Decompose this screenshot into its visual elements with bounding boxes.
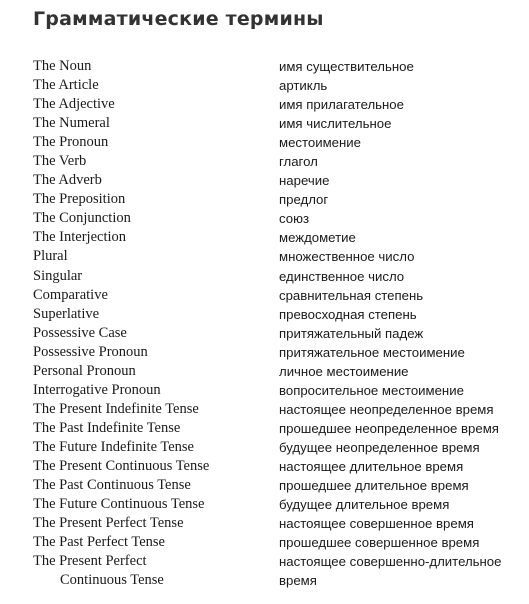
terms-table [0,57,529,590]
russian-translation: артикль [279,78,328,94]
english-term: Personal Pronoun [33,362,136,379]
russian-translation: будущее неопределенное время [279,439,480,455]
russian-translation: множественное число [279,249,415,265]
russian-translation: прошедшее совершенное время [279,535,480,551]
english-term: The Conjunction [33,210,131,227]
russian-translation: междометие [279,230,356,246]
russian-translation: имя числительное [279,116,392,132]
russian-translation: прошедшее длительное время [279,478,469,494]
term-row [0,171,529,190]
english-term: Singular [33,267,83,284]
russian-translation: предлог [279,192,329,208]
english-term: The Preposition [33,191,126,208]
term-row [0,343,529,362]
russian-translation: прошедшее неопределенное время [279,420,499,436]
russian-translation: притяжательный падеж [279,325,424,341]
term-row [0,57,529,76]
term-row [0,438,529,457]
term-row [0,419,529,438]
page-title: Грамматические термины [33,8,324,30]
term-row [0,209,529,228]
russian-translation: настоящее совершенное время [279,516,474,532]
russian-translation: сравнительная степень [279,287,424,303]
english-term: The Present Indefinite Tense [33,400,199,417]
english-term: The Present Perfect Tense [33,515,184,532]
english-term: The Past Indefinite Tense [33,419,181,436]
russian-translation: имя прилагательное [279,97,404,113]
english-term: The Article [33,77,99,94]
term-row [0,76,529,95]
english-term: The Verb [33,153,87,170]
term-row [0,495,529,514]
term-row [0,133,529,152]
english-term: The Past Continuous Tense [33,477,191,494]
russian-translation: время [279,573,317,589]
term-row [0,228,529,247]
term-row [0,457,529,476]
english-term: Possessive Case [33,324,127,341]
russian-translation: личное местоимение [279,363,409,379]
english-term: Comparative [33,286,108,303]
term-row-continuation [0,571,529,590]
russian-translation: будущее длительное время [279,497,450,513]
term-row [0,324,529,343]
term-row [0,381,529,400]
english-term: Continuous Tense [60,572,164,589]
english-term: The Pronoun [33,134,109,151]
english-term: The Numeral [33,115,110,132]
english-term: The Adverb [33,172,102,189]
term-row [0,400,529,419]
russian-translation: глагол [279,154,318,170]
term-row [0,533,529,552]
russian-translation: настоящее неопределенное время [279,401,494,417]
term-row [0,95,529,114]
english-term: The Present Continuous Tense [33,457,210,474]
english-term: The Noun [33,58,92,74]
russian-translation: союз [279,211,310,227]
english-term: Superlative [33,305,100,322]
russian-translation: местоимение [279,135,361,151]
english-term: The Future Indefinite Tense [33,438,194,455]
english-term: The Adjective [33,96,115,113]
term-row [0,362,529,381]
russian-translation: превосходная степень [279,306,417,322]
english-term: Interrogative Pronoun [33,381,161,398]
term-row [0,552,529,571]
russian-translation: единственное число [279,268,405,284]
term-row [0,476,529,495]
russian-translation: имя существительное [279,59,414,74]
russian-translation: наречие [279,173,330,189]
term-row [0,514,529,533]
english-term: The Present Perfect [33,553,147,570]
english-term: Plural [33,248,68,265]
term-row [0,190,529,209]
term-row [0,305,529,324]
russian-translation: настоящее совершенно-длительное [279,554,502,570]
russian-translation: настоящее длительное время [279,458,464,474]
term-row [0,152,529,171]
term-row [0,247,529,266]
term-row [0,114,529,133]
english-term: The Interjection [33,229,126,246]
russian-translation: притяжательное местоимение [279,344,465,360]
russian-translation: вопросительное местоимение [279,382,464,398]
english-term: The Future Continuous Tense [33,496,205,513]
english-term: The Past Perfect Tense [33,534,165,551]
term-row [0,267,529,286]
english-term: Possessive Pronoun [33,343,148,360]
term-row [0,286,529,305]
